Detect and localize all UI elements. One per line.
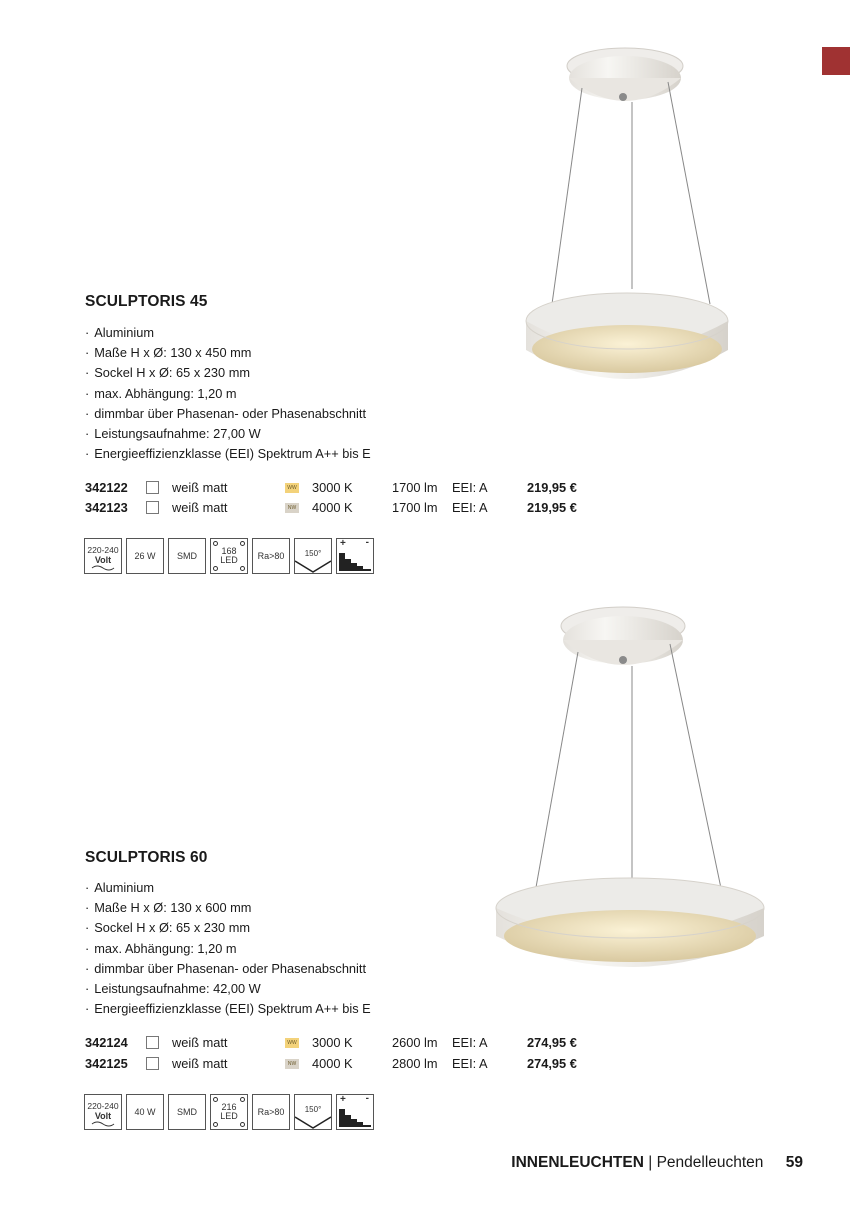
smd-icon: SMD bbox=[168, 538, 206, 574]
dimmable-icon: + - bbox=[336, 1094, 374, 1130]
variant-row bbox=[85, 478, 605, 498]
color-temperature: 3000 K bbox=[312, 1035, 353, 1050]
article-number: 342123 bbox=[85, 500, 128, 515]
dimmable-icon: + - bbox=[336, 538, 374, 574]
energy-class: EEI: A bbox=[452, 1056, 488, 1071]
order-checkbox[interactable] bbox=[146, 1057, 159, 1070]
luminous-flux: 2600 lm bbox=[392, 1035, 438, 1050]
feature-list bbox=[85, 323, 371, 464]
warm-white-icon: WW bbox=[285, 1038, 299, 1048]
beam-angle-icon: 150° bbox=[294, 538, 332, 574]
footer-section: INNENLEUCHTEN bbox=[511, 1154, 644, 1171]
voltage-icon: 220-240 Volt bbox=[84, 538, 122, 574]
voltage-icon: 220-240 Volt bbox=[84, 1094, 122, 1130]
color-temperature: 4000 K bbox=[312, 500, 353, 515]
wattage-icon: 40 W bbox=[126, 1094, 164, 1130]
feature-item: · dimmbar über Phasenan- oder Phasenabschnitt bbox=[85, 959, 371, 979]
order-checkbox[interactable] bbox=[146, 1036, 159, 1049]
warm-white-icon: WW bbox=[285, 483, 299, 493]
luminous-flux: 2800 lm bbox=[392, 1056, 438, 1071]
feature-item: · Sockel H x Ø: 65 x 230 mm bbox=[85, 918, 371, 938]
luminous-flux: 1700 lm bbox=[392, 500, 438, 515]
energy-class: EEI: A bbox=[452, 480, 488, 495]
page-footer bbox=[511, 1154, 803, 1172]
smd-icon: SMD bbox=[168, 1094, 206, 1130]
footer-subsection: Pendelleuchten bbox=[656, 1154, 764, 1171]
article-number: 342122 bbox=[85, 480, 128, 495]
article-number: 342124 bbox=[85, 1035, 128, 1050]
feature-item: · Maße H x Ø: 130 x 450 mm bbox=[85, 343, 371, 363]
pendant-lamp-image-45 bbox=[520, 42, 740, 382]
color-temperature: 3000 K bbox=[312, 480, 353, 495]
feature-item: · Aluminium bbox=[85, 323, 371, 343]
finish-label: weiß matt bbox=[172, 480, 228, 495]
feature-item: · Energieeffizienzklasse (EEI) Spektrum A++ bis E bbox=[85, 444, 371, 464]
product-title: SCULPTORIS 45 bbox=[85, 293, 208, 310]
page-number: 59 bbox=[785, 1154, 803, 1171]
feature-item: · max. Abhängung: 1,20 m bbox=[85, 939, 371, 959]
energy-class: EEI: A bbox=[452, 1035, 488, 1050]
feature-item: · Energieeffizienzklasse (EEI) Spektrum A++ bis E bbox=[85, 999, 371, 1019]
beam-angle-icon: 150° bbox=[294, 1094, 332, 1130]
feature-item: · Leistungsaufnahme: 27,00 W bbox=[85, 424, 371, 444]
energy-class: EEI: A bbox=[452, 500, 488, 515]
price: 219,95 € bbox=[527, 500, 577, 515]
luminous-flux: 1700 lm bbox=[392, 480, 438, 495]
feature-item: · Aluminium bbox=[85, 878, 371, 898]
led-count-icon: 168 LED bbox=[210, 538, 248, 574]
finish-label: weiß matt bbox=[172, 1035, 228, 1050]
feature-item: · Sockel H x Ø: 65 x 230 mm bbox=[85, 363, 371, 383]
wattage-icon: 26 W bbox=[126, 538, 164, 574]
finish-label: weiß matt bbox=[172, 500, 228, 515]
led-count-icon: 216 LED bbox=[210, 1094, 248, 1130]
feature-list bbox=[85, 878, 371, 1019]
finish-label: weiß matt bbox=[172, 1056, 228, 1071]
color-temperature: 4000 K bbox=[312, 1056, 353, 1071]
neutral-white-icon: NW bbox=[285, 503, 299, 513]
variant-row bbox=[85, 1054, 605, 1074]
variant-row bbox=[85, 1033, 605, 1053]
color-rendering-icon: Ra>80 bbox=[252, 1094, 290, 1130]
price: 274,95 € bbox=[527, 1035, 577, 1050]
feature-item: · dimmbar über Phasenan- oder Phasenabschnitt bbox=[85, 404, 371, 424]
price: 274,95 € bbox=[527, 1056, 577, 1071]
order-checkbox[interactable] bbox=[146, 501, 159, 514]
chapter-tab-marker bbox=[822, 47, 850, 75]
order-checkbox[interactable] bbox=[146, 481, 159, 494]
feature-item: · Maße H x Ø: 130 x 600 mm bbox=[85, 898, 371, 918]
article-number: 342125 bbox=[85, 1056, 128, 1071]
feature-item: · max. Abhängung: 1,20 m bbox=[85, 384, 371, 404]
footer-separator: | bbox=[648, 1154, 653, 1171]
product-title: SCULPTORIS 60 bbox=[85, 849, 208, 866]
variant-row bbox=[85, 498, 605, 518]
feature-item: · Leistungsaufnahme: 42,00 W bbox=[85, 979, 371, 999]
price: 219,95 € bbox=[527, 480, 577, 495]
neutral-white-icon: NW bbox=[285, 1059, 299, 1069]
color-rendering-icon: Ra>80 bbox=[252, 538, 290, 574]
pendant-lamp-image-60 bbox=[490, 600, 770, 980]
